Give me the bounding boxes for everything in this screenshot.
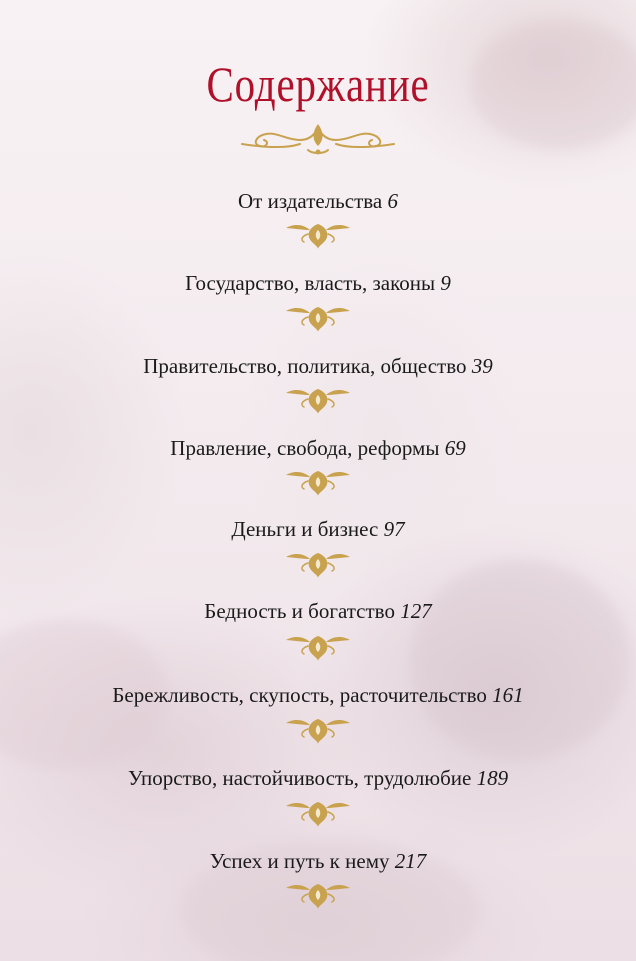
toc-entry[interactable] [0, 848, 636, 874]
toc-entry[interactable] [0, 188, 636, 214]
toc-entry[interactable] [0, 516, 636, 542]
toc-page-number: 189 [476, 766, 509, 790]
toc-entry-title: Деньги и бизнес [231, 517, 379, 541]
toc-entry-title: Успех и путь к нему [209, 849, 390, 873]
background-shading [410, 560, 630, 760]
toc-entry-title: Государство, власть, законы [185, 271, 436, 295]
gold-fleuron-icon [282, 632, 354, 662]
gold-fleuron-icon [282, 715, 354, 745]
toc-page-number: 39 [471, 354, 493, 378]
toc-entry-title: Бедность и богатство [204, 599, 395, 623]
toc-entry-title: Правление, свобода, реформы [170, 436, 440, 460]
toc-page-number: 69 [444, 436, 466, 460]
toc-entry[interactable] [0, 353, 636, 379]
page-title: Содержание [206, 56, 430, 112]
toc-entry[interactable] [0, 765, 636, 791]
toc-page-number: 97 [383, 517, 405, 541]
gold-flourish-icon [238, 122, 398, 158]
toc-page-number: 9 [440, 271, 451, 295]
toc-entry[interactable] [0, 435, 636, 461]
gold-fleuron-icon [282, 880, 354, 910]
toc-entry[interactable] [0, 598, 636, 624]
gold-fleuron-icon [282, 798, 354, 828]
gold-fleuron-icon [282, 467, 354, 497]
toc-entry-title: Бережливость, скупость, расточительство [112, 683, 487, 707]
toc-entry[interactable] [0, 682, 636, 708]
gold-fleuron-icon [282, 220, 354, 250]
toc-entry-title: Упорство, настойчивость, трудолюбие [127, 766, 472, 790]
toc-page-number: 127 [400, 599, 432, 623]
toc-entry-title: Правительство, политика, общество [143, 354, 467, 378]
toc-page-number: 217 [394, 849, 427, 873]
gold-fleuron-icon [282, 385, 354, 415]
toc-entry[interactable] [0, 270, 636, 296]
gold-fleuron-icon [282, 549, 354, 579]
toc-page-number: 161 [492, 683, 524, 707]
gold-fleuron-icon [282, 303, 354, 333]
toc-page-number: 6 [387, 189, 398, 213]
toc-entry-title: От издательства [238, 189, 383, 213]
